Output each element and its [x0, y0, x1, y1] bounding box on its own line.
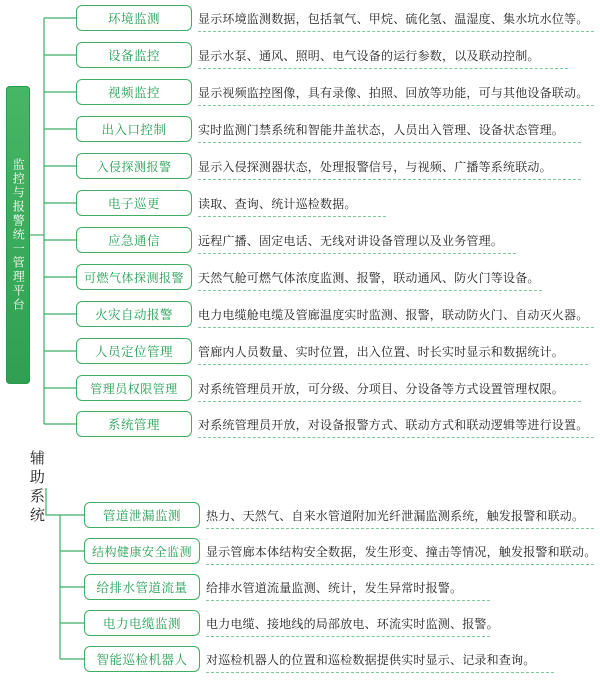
module-description: 天然气舱可燃气体浓度监测、报警，联动通风、防火门等设备。 — [198, 270, 540, 285]
aux-module-node[interactable]: 智能巡检机器人 — [84, 646, 200, 672]
module-description: 显示水泵、通风、照明、电气设备的运行参数，以及联动控制。 — [198, 48, 540, 63]
module-description: 显示入侵探测器状态，处理报警信号，与视频、广播等系统联动。 — [198, 159, 552, 174]
aux-module-description: 对巡检机器人的位置和巡检数据提供实时显示、记录和查询。 — [206, 652, 536, 667]
module-description: 显示环境监测数据，包括氧气、甲烷、硫化氢、温湿度、集水坑水位等。 — [198, 11, 589, 26]
description-underline — [198, 105, 594, 106]
description-underline — [198, 142, 581, 143]
description-underline — [206, 564, 594, 565]
description-underline — [198, 31, 594, 32]
description-underline — [198, 327, 594, 328]
aux-module-node[interactable]: 给排水管道流量 — [84, 574, 200, 600]
aux-module-node[interactable]: 管道泄漏监测 — [84, 502, 200, 528]
aux-module-node[interactable]: 结构健康安全监测 — [84, 538, 200, 564]
module-description: 显示视频监控图像，具有录像、拍照、回放等功能，可与其他设备联动。 — [198, 85, 589, 100]
module-description: 管廊内人员数量、实时位置，出入位置、时长实时显示和数据统计。 — [198, 344, 565, 359]
module-description: 远程广播、固定电话、无线对讲设备管理以及业务管理。 — [198, 233, 504, 248]
module-node[interactable]: 应急通信 — [76, 227, 192, 253]
module-node[interactable]: 入侵探测报警 — [76, 153, 192, 179]
description-underline — [198, 179, 581, 180]
description-underline — [198, 290, 542, 291]
module-node[interactable]: 可燃气体探测报警 — [76, 264, 192, 290]
aux-module-description: 给排水管道流量监测、统计，发生异常时报警。 — [206, 580, 463, 595]
description-underline — [206, 636, 490, 637]
description-underline — [198, 401, 581, 402]
module-node[interactable]: 电子巡更 — [76, 190, 192, 216]
module-description: 实时监测门禁系统和智能井盖状态，人员出入管理、设备状态管理。 — [198, 122, 565, 137]
module-description: 读取、查询、统计巡检数据。 — [198, 196, 357, 211]
description-underline — [198, 253, 516, 254]
module-description: 对系统管理员开放，对设备报警方式、联动方式和联动逻辑等进行设置。 — [198, 417, 589, 432]
module-description: 电力电缆舱电缆及管廊温度实时监测、报警，联动防火门、自动灭火器。 — [198, 307, 589, 322]
description-underline — [198, 364, 588, 365]
aux-system-title-vertical: 辅助系统 — [27, 450, 45, 526]
aux-module-description: 热力、天然气、自来水管道附加光纤泄漏监测系统，触发报警和联动。 — [206, 508, 585, 523]
description-underline — [206, 672, 554, 673]
module-node[interactable]: 环境监测 — [76, 5, 192, 31]
module-node[interactable]: 视频监控 — [76, 79, 192, 105]
description-underline — [206, 600, 490, 601]
module-description: 对系统管理员开放，可分级、分项目、分设备等方式设置管理权限。 — [198, 381, 565, 396]
platform-title-vertical: 监控与报警统一管理平台 — [6, 86, 30, 384]
aux-module-description: 显示管廊本体结构安全数据，发生形变、撞击等情况，触发报警和联动。 — [206, 544, 597, 559]
description-underline — [198, 437, 594, 438]
description-underline — [206, 528, 594, 529]
module-node[interactable]: 系统管理 — [76, 411, 192, 437]
module-node[interactable]: 设备监控 — [76, 42, 192, 68]
aux-module-node[interactable]: 电力电缆监测 — [84, 610, 200, 636]
module-node[interactable]: 火灾自动报警 — [76, 301, 192, 327]
description-underline — [198, 216, 386, 217]
module-node[interactable]: 出入口控制 — [76, 116, 192, 142]
module-node[interactable]: 管理员权限管理 — [76, 375, 192, 401]
description-underline — [198, 68, 568, 69]
module-node[interactable]: 人员定位管理 — [76, 338, 192, 364]
aux-module-description: 电力电缆、接地线的局部放电、环流实时监测、报警。 — [206, 616, 499, 631]
